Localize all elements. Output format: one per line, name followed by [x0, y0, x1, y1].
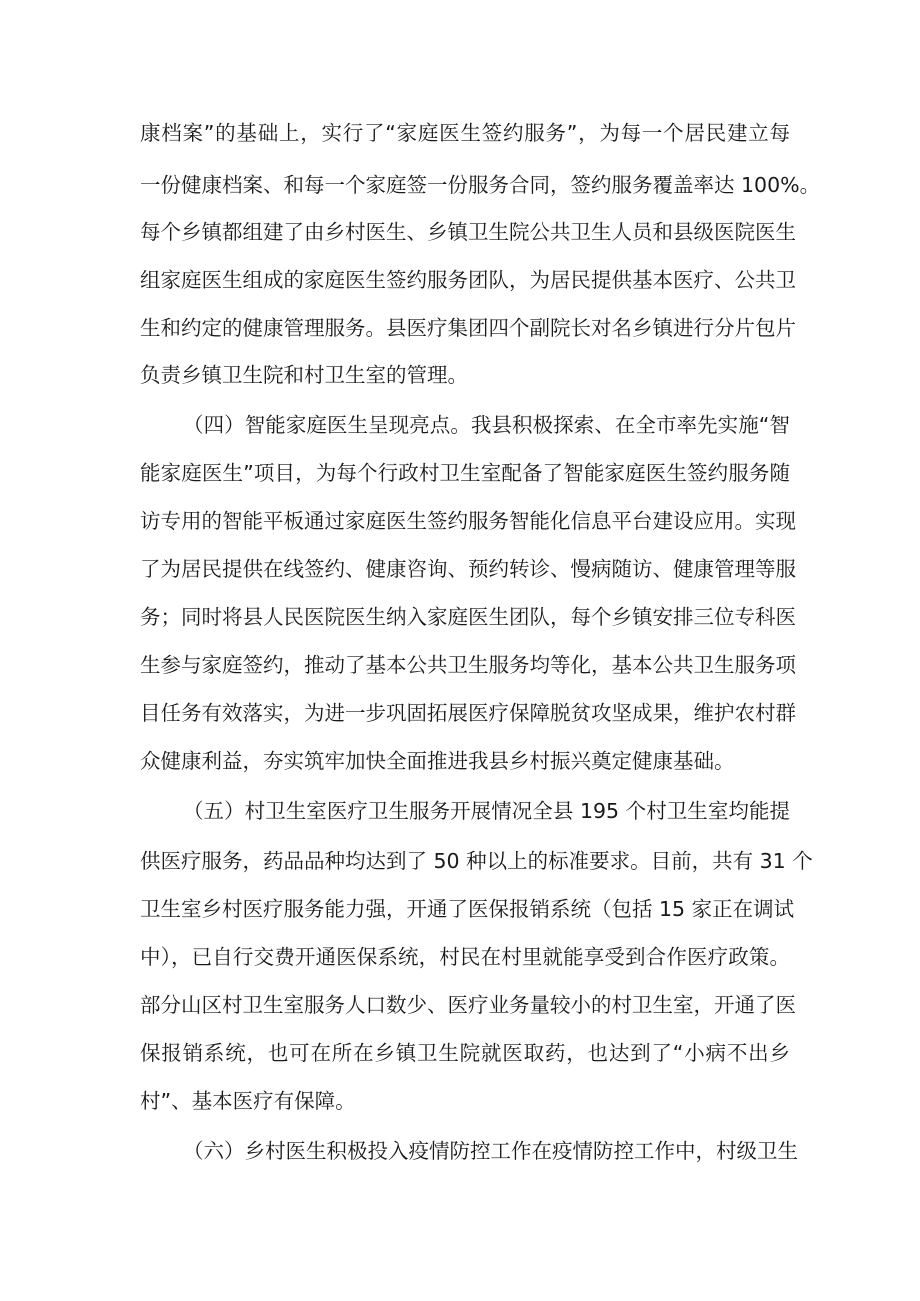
paragraph-line: 生和约定的健康管理服务。县医疗集团四个副院长对名乡镇进行分片包片 [140, 316, 796, 340]
paragraph-line: 负责乡镇卫生院和村卫生室的管理。 [140, 363, 468, 387]
paragraph-line: 组家庭医生组成的家庭医生签约服务团队，为居民提供基本医疗、公共卫 [140, 268, 796, 292]
paragraph-heading-line: （六）乡村医生积极投入疫情防控工作在疫情防控工作中，村级卫生 [183, 1139, 798, 1163]
paragraph-line: 部分山区村卫生室服务人口数少、医疗业务量较小的村卫生室，开通了医 [140, 993, 796, 1017]
paragraph-line: 能家庭医生”项目，为每个行政村卫生室配备了智能家庭医生签约服务随 [140, 461, 790, 485]
paragraph-line: 中），已自行交费开通医保系统，村民在村里就能享受到合作医疗政策。 [140, 945, 790, 969]
paragraph-line: 生参与家庭签约，推动了基本公共卫生服务均等化，基本公共卫生服务项 [140, 653, 796, 677]
paragraph-line: 康档案”的基础上，实行了“家庭医生签约服务”，为每一个居民建立每 [140, 121, 790, 145]
paragraph-line: 了为居民提供在线签约、健康咨询、预约转诊、慢病随访、健康管理等服 [140, 557, 796, 581]
paragraph-line: 访专用的智能平板通过家庭医生签约服务智能化信息平台建设应用。实现 [140, 509, 796, 533]
paragraph-line: 供医疗服务，药品品种均达到了 50 种以上的标准要求。目前，共有 31 个 [140, 849, 813, 873]
paragraph-line: 卫生室乡村医疗服务能力强，开通了医保报销系统（包括 15 家正在调试 [140, 897, 795, 921]
paragraph-heading-line: （四）智能家庭医生呈现亮点。我县积极探索、在全市率先实施“智 [183, 413, 790, 437]
paragraph-line: 村”、基本医疗有保障。 [140, 1089, 356, 1113]
paragraph-line: 一份健康档案、和每一个家庭签一份服务合同，签约服务覆盖率达 100%。 [140, 173, 821, 197]
paragraph-line: 保报销系统，也可在所在乡镇卫生院就医取药，也达到了“小病不出乡 [140, 1041, 790, 1065]
paragraph-line: 目任务有效落实，为进一步巩固拓展医疗保障脱贫攻坚成果，维护农村群 [140, 701, 796, 725]
paragraph-line: 务；同时将县人民医院医生纳入家庭医生团队，每个乡镇安排三位专科医 [140, 605, 796, 629]
paragraph-heading-line: （五）村卫生室医疗卫生服务开展情况全县 195 个村卫生室均能提 [183, 799, 790, 823]
paragraph-line: 每个乡镇都组建了由乡村医生、乡镇卫生院公共卫生人员和县级医院医生 [140, 220, 796, 244]
paragraph-line: 众健康利益，夯实筑牢加快全面推进我县乡村振兴奠定健康基础。 [140, 749, 735, 773]
